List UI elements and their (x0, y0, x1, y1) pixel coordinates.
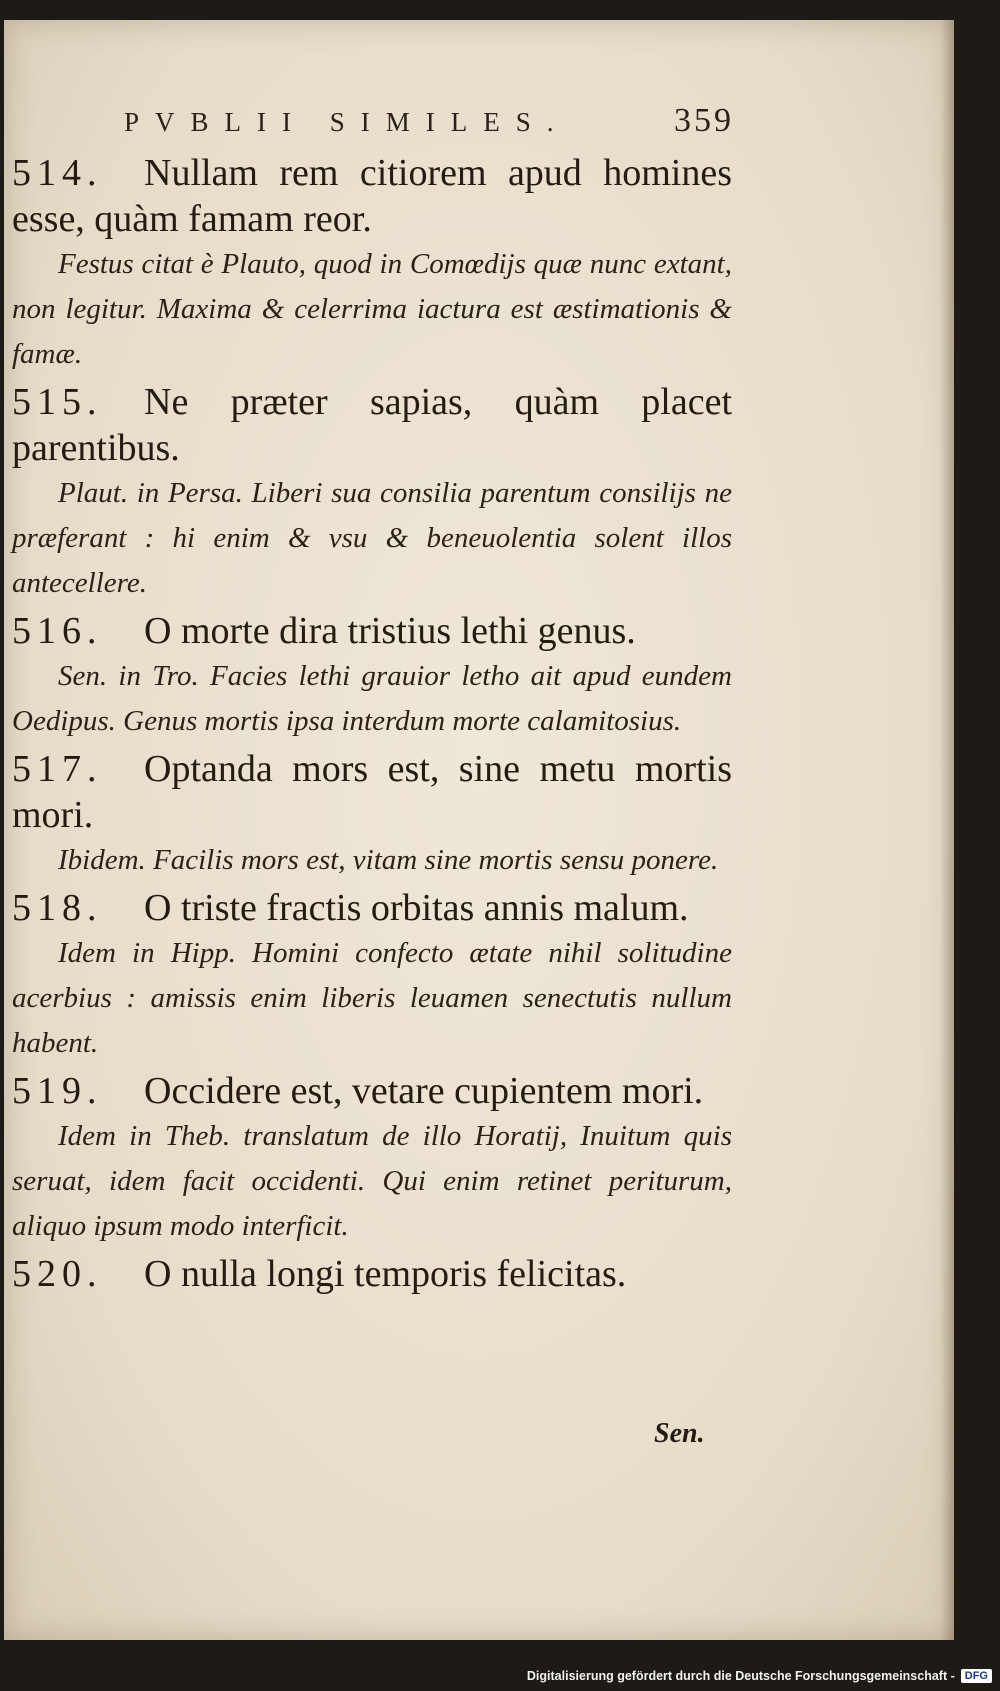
commentary: Ibidem. Facilis mors est, vitam sine mortis sensu ponere. (58, 844, 719, 876)
entry-520 (12, 1251, 732, 1297)
verse-text: O triste fractis orbitas annis malum. (144, 887, 689, 929)
commentary: Sen. in Tro. Facies lethi grauior letho ait apud eundem Oedipus. Genus mortis ipsa interdum morte calamitosius. (12, 660, 732, 737)
running-title: PVBLII SIMILES. (124, 107, 570, 137)
entry-number: 517. (12, 748, 103, 790)
verse-text: O nulla longi temporis felicitas. (144, 1253, 627, 1295)
entry-number: 520. (12, 1253, 103, 1295)
entry-number: 515. (12, 381, 103, 423)
entry-517 (12, 746, 732, 883)
verse (12, 1251, 732, 1297)
entry-518 (12, 885, 732, 1066)
verse (12, 379, 732, 471)
running-head (124, 102, 734, 140)
verse-text: Occidere est, vetare cupientem mori. (144, 1070, 704, 1112)
page-edge-shadow (940, 20, 954, 1640)
credit-text: Digitalisierung gefördert durch die Deutsche Forschungsgemeinschaft - (526, 1669, 955, 1683)
entries-list (12, 150, 732, 1297)
commentary: Festus citat è Plauto, quod in Comœdijs quæ nunc extant, non legitur. Maxima & celerrima iactura est æstimationis & famæ. (12, 248, 732, 370)
entry-number: 514. (12, 152, 103, 194)
commentary: Idem in Hipp. Homini confecto ætate nihil solitudine acerbius : amissis enim liberis leuamen senectutis nullum habent. (12, 937, 732, 1059)
verse (12, 150, 732, 242)
entry-515 (12, 379, 732, 606)
entry-number: 519. (12, 1070, 103, 1112)
entry-516 (12, 608, 732, 744)
entry-519 (12, 1068, 732, 1249)
verse-text: Ne præter sapias, quàm placet parentibus. (12, 381, 732, 469)
book-page (4, 20, 954, 1640)
catchword: Sen. (654, 1418, 705, 1449)
verse-text: O morte dira tristius lethi genus. (144, 610, 636, 652)
verse (12, 746, 732, 838)
digitization-credit (527, 1665, 992, 1687)
entry-number: 518. (12, 887, 103, 929)
dfg-logo: DFG (961, 1669, 992, 1683)
verse (12, 885, 732, 931)
verse-text: Optanda mors est, sine metu mortis mori. (12, 748, 732, 836)
entry-number: 516. (12, 610, 103, 652)
commentary: Plaut. in Persa. Liberi sua consilia parentum consilijs ne præferant : hi enim & vsu & beneuolentia solent illos antecellere. (12, 477, 732, 599)
verse (12, 608, 732, 654)
verse (12, 1068, 732, 1114)
page-number: 359 (674, 102, 734, 139)
verse-text: Nullam rem citiorem apud homines esse, quàm famam reor. (12, 152, 732, 240)
entry-514 (12, 150, 732, 377)
commentary: Idem in Theb. translatum de illo Horatij, Inuitum quis seruat, idem facit occidenti. Qui enim retinet periturum, aliquo ipsum modo interficit. (12, 1120, 732, 1242)
